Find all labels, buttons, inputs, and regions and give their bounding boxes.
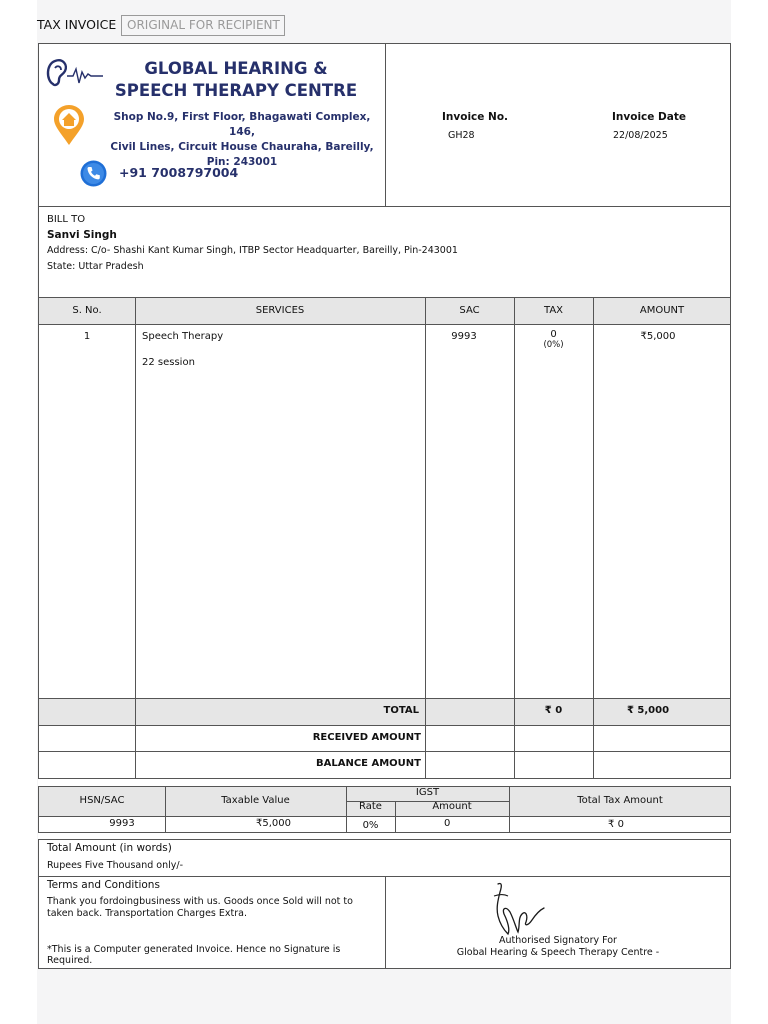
computer-generated-note-line1: *This is a Computer generated Invoice. Hence no Signature is	[47, 944, 341, 955]
hsn-summary-table	[38, 786, 731, 833]
invoice-number-label: Invoice No.	[442, 111, 509, 123]
taxable-value-col-header: Taxable Value	[221, 795, 290, 806]
phone-icon	[80, 160, 107, 187]
customer-name: Sanvi Singh	[47, 229, 117, 241]
bill-to-label: BILL TO	[47, 214, 86, 225]
amount-in-words-value: Rupees Five Thousand only/-	[47, 860, 184, 871]
customer-address: Address: C/o- Shashi Kant Kumar Singh, ITBP Sector Headquarter, Bareilly, Pin-243001	[47, 245, 458, 256]
col-header-sno: S. No.	[72, 305, 102, 316]
signatory-line2: Global Hearing & Speech Therapy Centre -	[456, 947, 660, 958]
organization-phone: +91 7008797004	[119, 165, 239, 180]
row-divider	[39, 816, 730, 817]
address-line3: Pin: 243001	[206, 156, 278, 168]
col-header-tax: TAX	[543, 305, 564, 316]
customer-state: State: Uttar Pradesh	[47, 261, 144, 272]
terms-line2: taken back. Transportation Charges Extra.	[47, 908, 247, 919]
invoice-date-label: Invoice Date	[612, 111, 686, 123]
row-divider	[39, 751, 730, 752]
organization-name-line1: GLOBAL HEARING &	[144, 59, 328, 78]
item-service: Speech Therapy	[142, 331, 224, 342]
row-divider	[39, 725, 730, 726]
amount-in-words-label: Total Amount (in words)	[47, 842, 172, 854]
terms-and-signature-section	[38, 876, 731, 969]
total-tax: ₹ 0	[544, 705, 563, 716]
invoice-date: 22/08/2025	[613, 130, 668, 141]
igst-col-header: IGST	[415, 787, 440, 798]
handwritten-signature	[492, 880, 546, 938]
item-sno: 1	[83, 331, 91, 342]
amount-in-words-section	[38, 839, 731, 877]
home-location-pin-icon	[52, 104, 86, 146]
total-label: TOTAL	[383, 705, 419, 716]
col-header-amount: AMOUNT	[639, 305, 685, 316]
total-tax-col-header: Total Tax Amount	[577, 795, 663, 806]
hsn-value: 9993	[109, 818, 135, 829]
total-tax-amount: ₹ 0	[608, 819, 624, 830]
column-divider	[165, 787, 166, 832]
invoice-number: GH28	[448, 130, 475, 141]
igst-amount: 0	[444, 818, 451, 829]
signatory-line1: Authorised Signatory For	[499, 935, 617, 946]
invoice-header	[38, 43, 731, 207]
terms-line1: Thank you fordoingbusiness with us. Goods once Sold will not to	[47, 896, 353, 907]
terms-label: Terms and Conditions	[47, 879, 160, 891]
igst-rate-col-header: Rate	[359, 801, 382, 812]
igst-amount-col-header: Amount	[432, 801, 472, 812]
header-divider	[385, 44, 386, 206]
received-amount-label: RECEIVED AMOUNT	[312, 732, 421, 743]
address-line2: Civil Lines, Circuit House Chauraha, Bareilly,	[110, 141, 374, 153]
computer-generated-note-line2: Required.	[47, 955, 93, 966]
item-amount: ₹5,000	[640, 331, 676, 342]
document-type: TAX INVOICE	[37, 17, 117, 32]
col-header-sac: SAC	[459, 305, 480, 316]
row-divider	[39, 698, 730, 699]
taxable-value: ₹5,000	[256, 818, 291, 829]
bill-to-section	[38, 206, 731, 298]
hsn-col-header: HSN/SAC	[79, 795, 125, 806]
organization-name-line2: SPEECH THERAPY CENTRE	[114, 81, 358, 100]
column-divider	[425, 298, 426, 778]
col-header-services: SERVICES	[255, 305, 305, 316]
copy-type-field: ORIGINAL FOR RECIPIENT	[121, 15, 285, 36]
item-sac: 9993	[451, 331, 477, 342]
igst-rate: 0%	[362, 820, 379, 831]
total-amount: ₹ 5,000	[626, 705, 670, 716]
ear-logo-icon	[43, 56, 105, 90]
items-table	[38, 297, 731, 779]
item-tax: 0	[550, 329, 557, 340]
item-tax-rate: (0%)	[543, 340, 564, 350]
address-line1: Shop No.9, First Floor, Bhagawati Complex, 146,	[113, 111, 371, 138]
organization-name	[101, 58, 371, 102]
item-detail: 22 session	[142, 357, 195, 368]
row-divider	[39, 324, 730, 325]
organization-address	[103, 110, 381, 170]
balance-amount-label: BALANCE AMOUNT	[316, 758, 421, 769]
